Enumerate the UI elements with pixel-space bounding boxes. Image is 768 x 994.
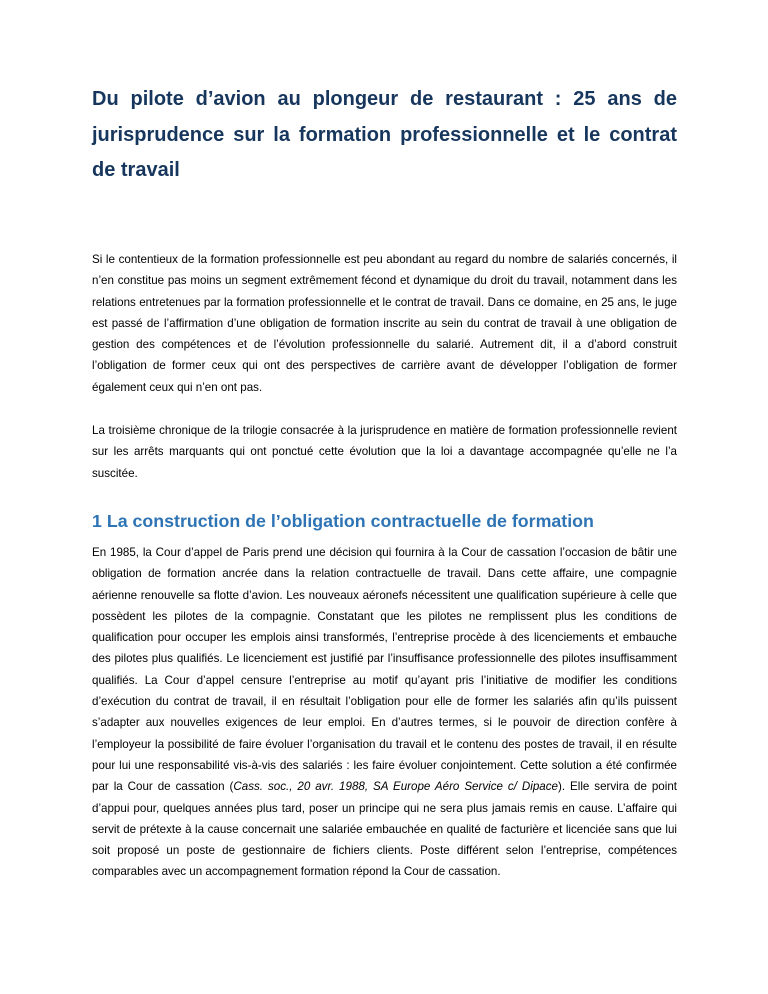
section-1-heading: 1 La construction de l’obligation contractuelle de formation <box>92 511 594 531</box>
second-paragraph: La troisième chronique de la trilogie consacrée à la jurisprudence en matière de formation professionnelle revient sur les arrêts marquants qui ont ponctué cette évolution que la loi a davantage accompagnée qu’elle ne l’a suscitée. <box>92 424 677 480</box>
section-1-text-part2: ). Elle servira de point d’appui pour, quelques années plus tard, poser un principe qui ne sera plus jamais remis en cause. L’affaire qui servit de prétexte à la cause concernait une salariée embauchée en qualité de facturière et licenciée sans que lui soit proposé un poste de gestionnaire de fichiers clients. Poste différent selon l’entreprise, compétences comparables avec un accompagnement formation répond la Cour de cassation. <box>92 780 677 879</box>
case-citation: Cass. soc., 20 avr. 1988, SA Europe Aéro Service c/ Dipace <box>233 780 558 794</box>
document-title: Du pilote d’avion au plongeur de restaurant : 25 ans de jurisprudence sur la formation professionnelle et le contrat de travail <box>92 88 677 181</box>
section-1-text-part1: En 1985, la Cour d’appel de Paris prend une décision qui fournira à la Cour de cassation l’occasion de bâtir une obligation de formation ancrée dans la relation contractuelle de travail. Dans cette affaire, une compagnie aérienne renouvelle sa flotte d’avion. Les nouveaux aéronefs nécessitent une qualification supérieure à celle que possèdent les pilotes de la compagnie. Constatant que les pilotes ne remplissent plus les conditions de qualification pour occuper les emplois ainsi transformés, l’entreprise procède à des licenciements et embauche des pilotes plus qualifiés. Le licenciement est justifié par l’insuffisance professionnelle des pilotes insuffisamment qualifiés. La Cour d’appel censure l’entreprise au motif qu’ayant pris l’initiative de modifier les conditions d’exécution du contrat de travail, il en résultait l’obligation pour elle de former les salariés afin qu’ils puissent s’adapter aux nouvelles exigences de leur emploi. En d’autres termes, si le pouvoir de direction confère à l’employeur la possibilité de faire évoluer l’organisation du travail et le contenu des postes de travail, il en résulte pour lui une responsabilité vis-à-vis des salariés : les faire évoluer conjointement. Cette solution a été confirmée par la Cour de cassation ( <box>92 546 677 794</box>
intro-paragraph: Si le contentieux de la formation professionnelle est peu abondant au regard du nombre de salariés concernés, il n’en constitue pas moins un segment extrêmement fécond et dynamique du droit du travail, notamment dans les relations entretenues par la formation professionnelle et le contrat de travail. Dans ce domaine, en 25 ans, le juge est passé de l’affirmation d’une obligation de formation inscrite au sein du contrat de travail à une obligation de gestion des compétences et de l’évolution professionnelle du salarié. Autrement dit, il a d’abord construit l’obligation de former ceux qui ont des perspectives de carrière avant de développer l’obligation de former également ceux qui n’en ont pas. <box>92 253 677 394</box>
section-1-paragraph <box>92 542 677 883</box>
